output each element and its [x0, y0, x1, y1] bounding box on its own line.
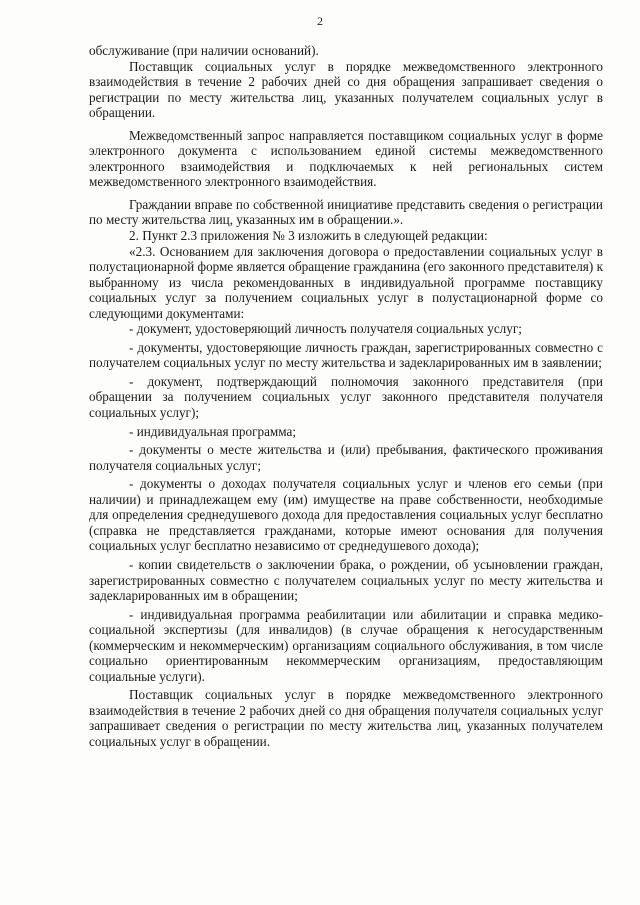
- document-body: [89, 43, 603, 750]
- paragraph: Граждании вправе по собственной инициативе представить сведения о регистрации по месту жительства лиц, указанных им в обращении.».: [89, 196, 603, 228]
- list-item: - документ, удостоверяющий личность получателя социальных услуг;: [129, 321, 522, 337]
- list-item: - документы о месте жительства и (или) пребывания, фактического проживания получателя социальных услуг;: [89, 442, 603, 473]
- list-item: - копии свидетельств о заключении брака, о рождении, об усыновлении граждан, зарегистрированных совместно с получателем социальных услуг по месту жительства и задекларированных им в обращении;: [89, 556, 603, 604]
- list-item: - документы о доходах получателя социальных услуг и членов его семьи (при наличии) и принадлежащем ему (им) имуществе на праве собственности, необходимые для определения среднедушевого дохода для предоставления социальных услуг бесплатно (справка не представляется гражданами, которые имеют основания для получения социальных услуг бесплатно независимо от среднедушевого дохода);: [89, 476, 603, 554]
- paragraph: 2. Пункт 2.3 приложения № 3 изложить в следующей редакции:: [129, 228, 488, 244]
- page-number: 2: [317, 14, 323, 28]
- paragraph: Поставщик социальных услуг в порядке межведомственного электронного взаимодействия в течение 2 рабочих дней со дня обращения запрашивает сведения о регистрации по месту жительства лиц, указанных получателем социальных услуг в обращении.: [89, 58, 603, 121]
- list-item: - индивидуальная программа реабилитации или абилитации и справка медико-социальной экспертизы (для инвалидов) (в случае обращения к негосударственным (коммерческим и некоммерческим) организациям социального обслуживания, в том числе социально ориентированным некоммерческим организациям, предоставляющим социальные услуги).: [89, 606, 603, 684]
- paragraph: обслуживание (при наличии оснований).: [89, 43, 319, 58]
- paragraph: Межведомственный запрос направляется поставщиком социальных услуг в форме электронного документа с использованием единой системы межведомственного электронного взаимодействия и подключаемых к ней региональных систем межведомственного электронного взаимодействия.: [89, 127, 603, 190]
- list-item: - документ, подтверждающий полномочия законного представителя (при обращении за получением социальных услуг законного представителя получателя социальных услуг);: [89, 373, 603, 421]
- paragraph: «2.3. Основанием для заключения договора о предоставлении социальных услуг в полустационарной форме является обращение гражданина (его законного представителя) к выбранному из числа рекомендованных в индивидуальной программе поставщику социальных услуг за получением социальных услуг в полустационарной форме со следующими документами:: [89, 243, 603, 321]
- list-item: - индивидуальная программа;: [129, 423, 297, 439]
- list-item: - документы, удостоверяющие личность граждан, зарегистрированных совместно с получателем социальных услуг по месту жительства и задекларированных им в заявлении;: [89, 339, 603, 371]
- paragraph: Поставщик социальных услуг в порядке межведомственного электронного взаимодействия в течение 2 рабочих дней со дня обращения получателя социальных услуг запрашивает сведения о регистрации по месту жительства лиц, указанных получателем социальных услуг в обращении.: [89, 687, 603, 749]
